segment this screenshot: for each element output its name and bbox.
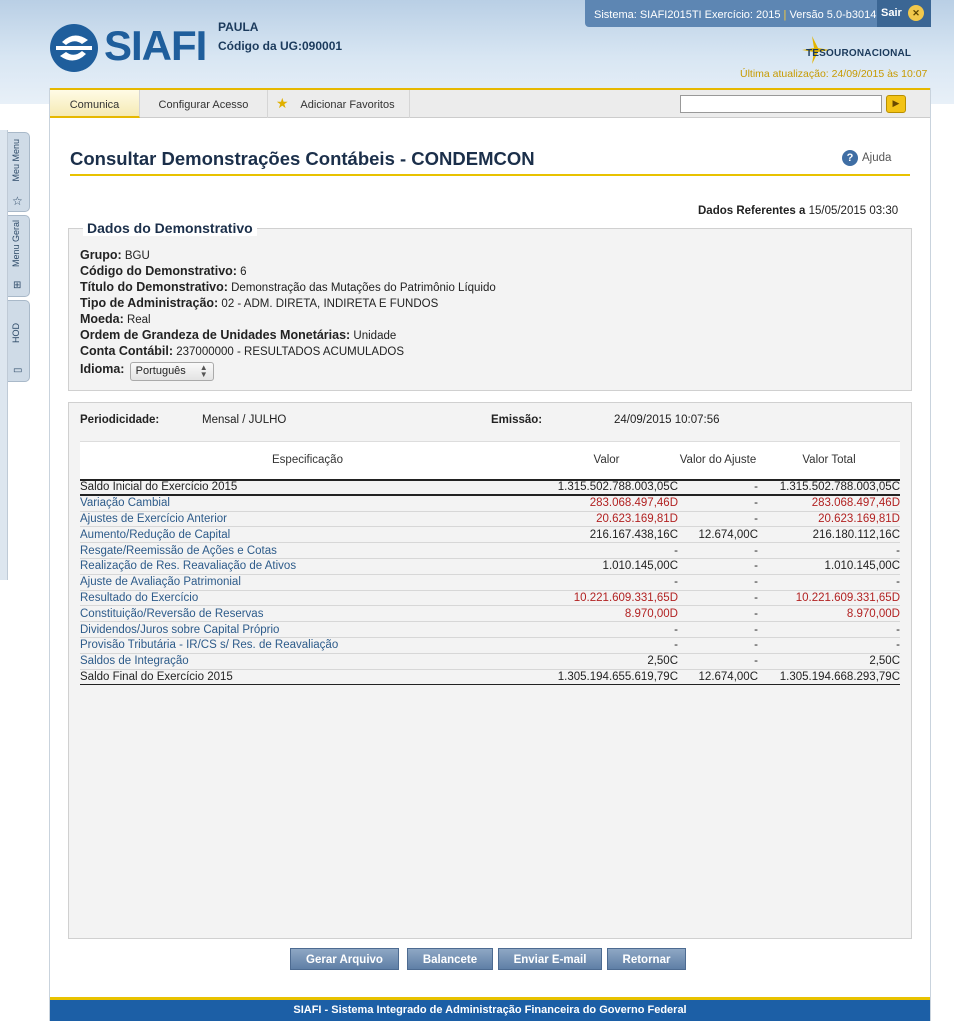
cell-valor-total: 1.305.194.668.293,79C xyxy=(758,669,900,685)
help-link[interactable] xyxy=(842,150,891,166)
system-info: Sistema: SIAFI2015TI Exercício: 2015 xyxy=(594,9,781,21)
cell-valor: - xyxy=(535,574,678,590)
cell-valor: 283.068.497,46D xyxy=(535,495,678,511)
cell-valor-total: - xyxy=(758,622,900,638)
cell-valor-ajuste: - xyxy=(678,622,758,638)
cell-valor: 2,50C xyxy=(535,653,678,669)
table-row xyxy=(80,622,900,638)
idioma-select[interactable] xyxy=(130,362,214,381)
cell-valor-ajuste: 12.674,00C xyxy=(678,527,758,543)
col-valor-ajuste: Valor do Ajuste xyxy=(678,442,758,480)
field-tipo-administracao xyxy=(80,296,438,310)
cell-valor-ajuste: - xyxy=(678,653,758,669)
cell-valor: - xyxy=(535,622,678,638)
field-label: Título do Demonstrativo: xyxy=(80,280,228,294)
cell-valor: 1.010.145,00C xyxy=(535,558,678,574)
close-icon[interactable]: ✕ xyxy=(908,5,924,21)
cell-valor: 8.970,00D xyxy=(535,606,678,622)
field-value: Real xyxy=(126,314,151,326)
cell-especificacao: Aumento/Redução de Capital xyxy=(80,527,535,543)
exit-label: Sair xyxy=(881,7,902,19)
field-label: Tipo de Administração: xyxy=(80,296,219,310)
table-header xyxy=(80,442,900,480)
footer: SIAFI - Sistema Integrado de Administração Financeira do Governo Federal xyxy=(50,997,930,1021)
field-conta-contabil xyxy=(80,344,404,358)
dados-demonstrativo xyxy=(68,220,912,391)
version: Versão 5.0-b3014 xyxy=(789,9,877,21)
sidebar-item-menu-geral[interactable] xyxy=(8,215,30,297)
logo-text: SIAFI xyxy=(104,22,207,69)
field-idioma xyxy=(80,361,214,380)
cell-valor-ajuste: - xyxy=(678,495,758,511)
field-label: Idioma: xyxy=(80,362,125,376)
field-label: Ordem de Grandeza de Unidades Monetárias: xyxy=(80,328,351,342)
table-body xyxy=(80,480,900,685)
cell-valor-total: 10.221.609.331,65D xyxy=(758,590,900,606)
sidebar-strip xyxy=(0,130,8,580)
tab-label: Adicionar Favoritos xyxy=(300,99,395,111)
cell-valor-ajuste: - xyxy=(678,543,758,559)
tab-adicionar-favoritos[interactable] xyxy=(268,90,410,118)
periodicidade-label: Periodicidade: xyxy=(80,414,160,426)
cell-valor-ajuste: 12.674,00C xyxy=(678,669,758,685)
field-value: BGU xyxy=(124,250,150,262)
cell-especificacao: Saldo Final do Exercício 2015 xyxy=(80,669,535,685)
cell-valor-ajuste: - xyxy=(678,574,758,590)
cell-valor-ajuste: - xyxy=(678,558,758,574)
demonstrativo-table xyxy=(80,441,900,685)
table-row xyxy=(80,669,900,685)
cell-valor-ajuste: - xyxy=(678,511,758,527)
system-info-bar xyxy=(585,0,877,27)
cell-valor: 1.315.502.788.003,05C xyxy=(535,480,678,496)
table-row xyxy=(80,543,900,559)
page-title: Consultar Demonstrações Contábeis - CONDEMCON xyxy=(70,148,535,169)
periodicidade-value: Mensal / JULHO xyxy=(202,414,287,426)
field-value: Demonstração das Mutações do Patrimônio Líquido xyxy=(231,282,496,294)
col-valor: Valor xyxy=(535,442,678,480)
cell-valor: - xyxy=(535,543,678,559)
cell-valor-total: 1.315.502.788.003,05C xyxy=(758,480,900,496)
star-icon: ★ xyxy=(276,95,289,111)
cell-valor: 1.305.194.655.619,79C xyxy=(535,669,678,685)
tab-label: Comunica xyxy=(69,99,120,111)
cell-valor: - xyxy=(535,637,678,653)
cell-valor-total: - xyxy=(758,637,900,653)
tab-comunica[interactable] xyxy=(50,90,140,118)
cell-valor-ajuste: - xyxy=(678,637,758,653)
field-ordem-grandeza xyxy=(80,328,396,342)
top-tabs xyxy=(50,88,930,118)
field-label: Moeda: xyxy=(80,312,124,326)
user-name: PAULA xyxy=(218,20,259,34)
help-label[interactable]: Ajuda xyxy=(862,152,892,164)
cell-especificacao: Resultado do Exercício xyxy=(80,590,535,606)
sitemap-icon: ⊞ xyxy=(13,280,22,291)
tab-label: Configurar Acesso xyxy=(158,99,249,111)
ref-label: Dados Referentes a xyxy=(698,205,806,217)
emissao-label: Emissão: xyxy=(491,414,543,426)
title-divider xyxy=(70,174,910,176)
ug-value: 090001 xyxy=(302,39,343,53)
separator: | xyxy=(783,9,787,21)
cell-valor-ajuste: - xyxy=(678,606,758,622)
cell-especificacao: Dividendos/Juros sobre Capital Próprio xyxy=(80,622,535,638)
field-value: 6 xyxy=(240,266,247,278)
cell-valor: 216.167.438,16C xyxy=(535,527,678,543)
cell-especificacao: Constituição/Reversão de Reservas xyxy=(80,606,535,622)
cell-especificacao: Saldos de Integração xyxy=(80,653,535,669)
help-icon[interactable]: ? xyxy=(842,150,858,166)
field-value: 02 - ADM. DIRETA, INDIRETA E FUNDOS xyxy=(221,298,439,310)
cell-valor-ajuste: - xyxy=(678,590,758,606)
cell-valor-total: - xyxy=(758,543,900,559)
sidebar-item-meu-menu[interactable] xyxy=(8,132,30,212)
field-value: Unidade xyxy=(353,330,397,342)
field-grupo xyxy=(80,248,150,262)
col-especificacao: Especificação xyxy=(80,442,535,480)
search-input[interactable] xyxy=(680,95,882,113)
tesouro-text: TESOURONACIONAL xyxy=(806,48,912,59)
exit-button[interactable] xyxy=(877,0,931,27)
ug-line xyxy=(218,39,342,53)
cell-valor-total: 216.180.112,16C xyxy=(758,527,900,543)
col-valor-total: Valor Total xyxy=(758,442,900,480)
table-row xyxy=(80,653,900,669)
ug-label: Código da UG: xyxy=(218,39,302,53)
cell-valor: 20.623.169,81D xyxy=(535,511,678,527)
field-value: 237000000 - RESULTADOS ACUMULADOS xyxy=(176,346,404,358)
field-titulo xyxy=(80,280,496,294)
ref-value: 15/05/2015 03:30 xyxy=(808,205,899,217)
gerar-arquivo-button[interactable]: Gerar Arquivo xyxy=(290,948,399,970)
table-row xyxy=(80,480,900,496)
table-row xyxy=(80,527,900,543)
field-label: Grupo: xyxy=(80,248,122,262)
cell-especificacao: Ajustes de Exercício Anterior xyxy=(80,511,535,527)
periodicidade xyxy=(80,414,159,426)
cell-valor-ajuste: - xyxy=(678,480,758,496)
field-label: Código do Demonstrativo: xyxy=(80,264,237,278)
cell-valor-total: - xyxy=(758,574,900,590)
retornar-button[interactable]: Retornar xyxy=(607,948,686,970)
monitor-icon: ▭ xyxy=(13,365,23,376)
table-row xyxy=(80,558,900,574)
last-update: Última atualização: 24/09/2015 às 10:07 xyxy=(740,68,928,80)
enviar-email-button[interactable]: Enviar E-mail xyxy=(498,948,602,970)
cell-especificacao: Saldo Inicial do Exercício 2015 xyxy=(80,480,535,496)
table-row xyxy=(80,574,900,590)
search-go-button[interactable]: ▶ xyxy=(886,95,906,113)
table-row xyxy=(80,511,900,527)
cell-especificacao: Provisão Tributária - IR/CS s/ Res. de Reavaliação xyxy=(80,637,535,653)
cell-valor-total: 1.010.145,00C xyxy=(758,558,900,574)
sidebar-item-hod[interactable] xyxy=(8,300,30,382)
balancete-button[interactable]: Balancete xyxy=(407,948,493,970)
cell-especificacao: Resgate/Reemissão de Ações e Cotas xyxy=(80,543,535,559)
idioma-value: Português xyxy=(135,365,186,377)
field-codigo xyxy=(80,264,247,278)
field-label: Conta Contábil: xyxy=(80,344,174,358)
sidebar-item-label: HOD xyxy=(11,323,21,343)
table-row xyxy=(80,606,900,622)
cell-especificacao: Variação Cambial xyxy=(80,495,535,511)
tab-configurar-acesso[interactable] xyxy=(140,90,268,118)
sidebar-item-label: Menu Geral xyxy=(11,220,21,268)
reference-date xyxy=(698,205,898,217)
sidebar-item-label: Meu Menu xyxy=(11,139,21,182)
emissao xyxy=(491,414,542,426)
table-row xyxy=(80,495,900,511)
table-row xyxy=(80,590,900,606)
table-row xyxy=(80,637,900,653)
cell-valor: 10.221.609.331,65D xyxy=(535,590,678,606)
section-legend: Dados do Demonstrativo xyxy=(83,220,257,236)
field-moeda xyxy=(80,312,151,326)
main-panel xyxy=(49,88,931,1021)
cell-especificacao: Ajuste de Avaliação Patrimonial xyxy=(80,574,535,590)
updown-icon: ▲ ▼ xyxy=(199,363,208,379)
user-block xyxy=(218,20,342,53)
report-area xyxy=(68,402,912,939)
emissao-value: 24/09/2015 10:07:56 xyxy=(614,414,720,426)
star-icon: ☆ xyxy=(12,194,23,208)
action-buttons xyxy=(50,948,930,972)
cell-especificacao: Realização de Res. Reavaliação de Ativos xyxy=(80,558,535,574)
cell-valor-total: 8.970,00D xyxy=(758,606,900,622)
cell-valor-total: 20.623.169,81D xyxy=(758,511,900,527)
cell-valor-total: 2,50C xyxy=(758,653,900,669)
cell-valor-total: 283.068.497,46D xyxy=(758,495,900,511)
